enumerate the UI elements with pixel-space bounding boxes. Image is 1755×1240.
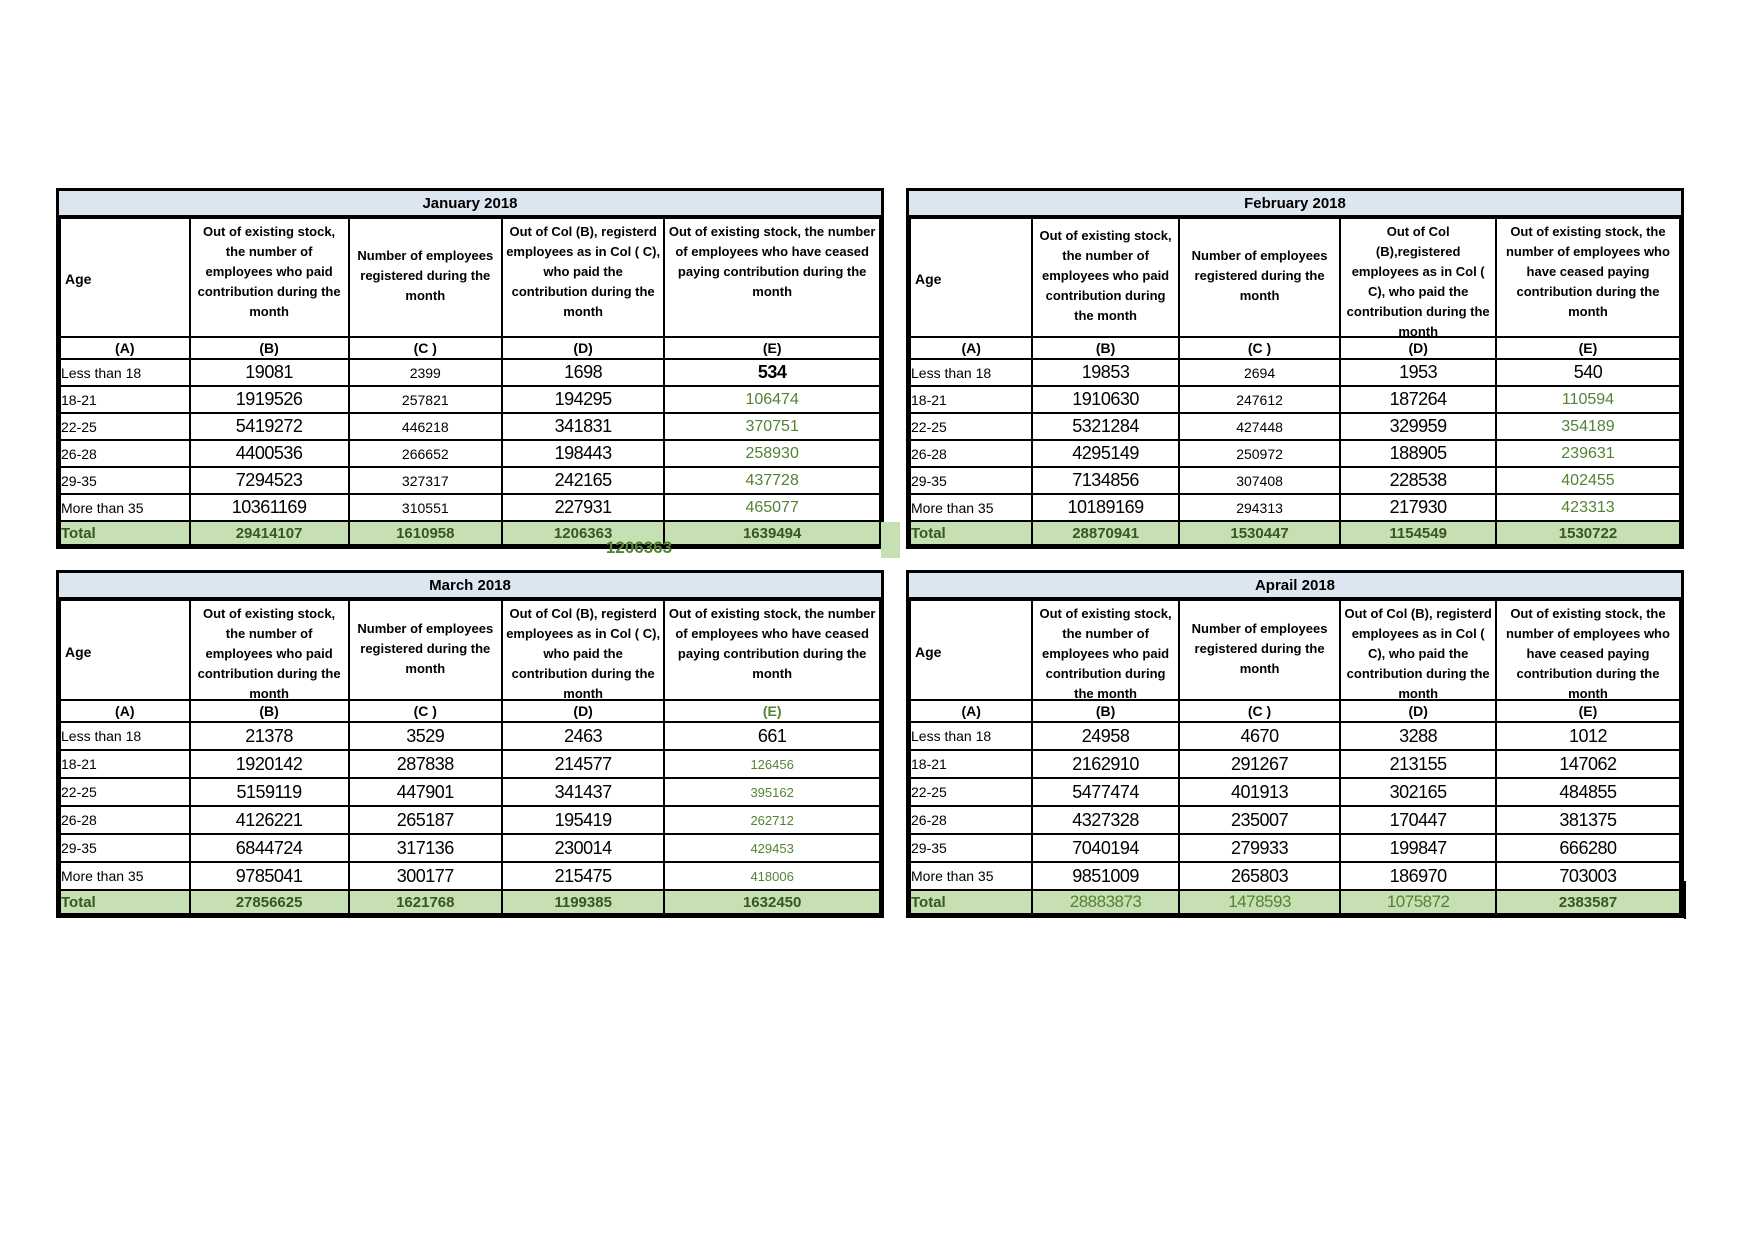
column-header-text: Age: [65, 271, 92, 287]
table-row: [910, 359, 1680, 386]
table-row: [60, 413, 880, 440]
row-label-cell: 29-35: [910, 834, 1032, 862]
cell-e: 395162: [664, 778, 880, 806]
column-header-e: [664, 600, 880, 700]
cell-e: 106474: [664, 386, 880, 413]
row-label-cell: 22-25: [910, 413, 1032, 440]
table-title: January 2018: [59, 191, 881, 217]
column-header-e: [1496, 218, 1680, 337]
row-label-cell: Less than 18: [60, 359, 190, 386]
cell-c: 447901: [349, 778, 502, 806]
cell-b: 2162910: [1032, 750, 1178, 778]
col-letter-b: (B): [1032, 700, 1178, 722]
cell-d: 302165: [1340, 778, 1496, 806]
column-header-text: Out of existing stock, the number of employees who have ceased paying contribution during the month: [668, 224, 876, 299]
column-header-d: [502, 600, 664, 700]
cell-e: 423313: [1496, 494, 1680, 521]
col-letter-b: (B): [1032, 337, 1178, 359]
column-letter-row: [910, 700, 1680, 722]
col-letter-c: (C ): [1179, 337, 1341, 359]
cell-b: 10189169: [1032, 494, 1178, 521]
table-title: Aprail 2018: [909, 573, 1681, 599]
cell-c: 291267: [1179, 750, 1341, 778]
column-header-c: [1179, 218, 1341, 337]
cell-c: 294313: [1179, 494, 1341, 521]
clipped-number-text: 1206363: [605, 538, 673, 557]
row-label-cell: Less than 18: [60, 722, 190, 750]
column-header-b: [190, 218, 349, 337]
cell-d: 214577: [502, 750, 664, 778]
column-header-d: [1340, 600, 1496, 700]
cell-d: 188905: [1340, 440, 1496, 467]
cell-d: 187264: [1340, 386, 1496, 413]
data-table: [59, 217, 881, 546]
cell-c: 2399: [349, 359, 502, 386]
total-cell-d: 1154549: [1340, 521, 1496, 545]
cell-c: 307408: [1179, 467, 1341, 494]
total-row: [60, 890, 880, 914]
column-header-d: [1340, 218, 1496, 337]
cell-e: 429453: [664, 834, 880, 862]
column-header-age: [910, 218, 1032, 337]
cell-b: 4400536: [190, 440, 349, 467]
cell-c: 2694: [1179, 359, 1341, 386]
cell-d: 213155: [1340, 750, 1496, 778]
column-header-e: [664, 218, 880, 337]
total-cell-d: 1199385: [502, 890, 664, 914]
cell-c: 287838: [349, 750, 502, 778]
cell-c: 327317: [349, 467, 502, 494]
cell-c: 3529: [349, 722, 502, 750]
cell-b: 1910630: [1032, 386, 1178, 413]
column-header-text: Out of existing stock, the number of employees who paid contribution during the month: [197, 224, 341, 319]
cell-d: 228538: [1340, 467, 1496, 494]
table-row: [910, 386, 1680, 413]
cell-b: 7294523: [190, 467, 349, 494]
cell-d: 3288: [1340, 722, 1496, 750]
column-header-age: [910, 600, 1032, 700]
cell-b: 10361169: [190, 494, 349, 521]
table-april: [906, 570, 1684, 918]
cell-b: 4295149: [1032, 440, 1178, 467]
cell-b: 6844724: [190, 834, 349, 862]
cell-e: 703003: [1496, 862, 1680, 890]
row-label-cell: Less than 18: [910, 722, 1032, 750]
row-label-cell: 26-28: [910, 440, 1032, 467]
col-letter-e: (E): [664, 700, 880, 722]
col-letter-d: (D): [1340, 700, 1496, 722]
column-header-c: [1179, 600, 1341, 700]
cell-c: 427448: [1179, 413, 1341, 440]
row-label-cell: 22-25: [60, 778, 190, 806]
cell-c: 257821: [349, 386, 502, 413]
cell-d: 217930: [1340, 494, 1496, 521]
cell-b: 5419272: [190, 413, 349, 440]
total-label-cell: Total: [60, 521, 190, 545]
table-row: [910, 750, 1680, 778]
cell-e: 147062: [1496, 750, 1680, 778]
col-letter-c: (C ): [349, 337, 502, 359]
cell-c: 266652: [349, 440, 502, 467]
cell-e: 484855: [1496, 778, 1680, 806]
data-table: [909, 217, 1681, 546]
col-letter-a: (A): [60, 337, 190, 359]
cell-b: 19081: [190, 359, 349, 386]
cell-d: 2463: [502, 722, 664, 750]
cell-c: 310551: [349, 494, 502, 521]
cell-b: 4327328: [1032, 806, 1178, 834]
row-label-cell: 22-25: [60, 413, 190, 440]
column-header-text: Number of employees registered during the month: [1191, 620, 1328, 676]
cell-e: 666280: [1496, 834, 1680, 862]
cell-c: 250972: [1179, 440, 1341, 467]
cell-d: 329959: [1340, 413, 1496, 440]
cell-e: 534: [664, 359, 880, 386]
column-header-d: [502, 218, 664, 337]
column-header-text: Out of existing stock, the number of employees who have ceased paying contribution during the month: [1505, 606, 1670, 701]
column-header-text: Out of existing stock, the number of employees who paid contribution during the month: [197, 606, 341, 701]
total-cell-e: 1639494: [664, 521, 880, 545]
cell-b: 5477474: [1032, 778, 1178, 806]
column-header-c: [349, 600, 502, 700]
row-label-cell: 18-21: [60, 386, 190, 413]
column-header-text: Out of existing stock, the number of employees who paid contribution during the month: [1039, 228, 1172, 323]
cell-b: 1920142: [190, 750, 349, 778]
cell-c: 265187: [349, 806, 502, 834]
cell-c: 317136: [349, 834, 502, 862]
table-january: [56, 188, 884, 557]
table-row: [60, 359, 880, 386]
cell-d: 341437: [502, 778, 664, 806]
total-cell-d: 1206363: [502, 521, 664, 545]
header-row: [910, 600, 1680, 700]
column-letter-row: [910, 337, 1680, 359]
table-title: March 2018: [59, 573, 881, 599]
column-header-text: Out of Col (B), registerd employees as in Col ( C), who paid the contribution during the month: [1344, 606, 1492, 701]
col-letter-a: (A): [910, 700, 1032, 722]
col-letter-e: (E): [1496, 337, 1680, 359]
cell-d: 341831: [502, 413, 664, 440]
col-letter-d: (D): [1340, 337, 1496, 359]
col-letter-c: (C ): [1179, 700, 1341, 722]
row-label-cell: 18-21: [910, 386, 1032, 413]
data-table: [59, 599, 881, 915]
row-label-cell: 18-21: [60, 750, 190, 778]
row-label-cell: 26-28: [60, 806, 190, 834]
cell-e: 126456: [664, 750, 880, 778]
cell-c: 247612: [1179, 386, 1341, 413]
cell-c: 4670: [1179, 722, 1341, 750]
total-cell-b: 29414107: [190, 521, 349, 545]
cell-c: 279933: [1179, 834, 1341, 862]
cell-d: 195419: [502, 806, 664, 834]
data-table: [909, 599, 1681, 915]
row-label-cell: More than 35: [910, 862, 1032, 890]
total-cell-e: 2383587: [1496, 890, 1680, 914]
cell-e: 661: [664, 722, 880, 750]
row-label-cell: Less than 18: [910, 359, 1032, 386]
total-cell-c: 1610958: [349, 521, 502, 545]
cell-d: 1698: [502, 359, 664, 386]
total-cell-b: 27856625: [190, 890, 349, 914]
cell-d: 230014: [502, 834, 664, 862]
table-row: [910, 862, 1680, 890]
total-cell-c: 1621768: [349, 890, 502, 914]
total-row: [910, 521, 1680, 545]
total-label-cell: Total: [910, 521, 1032, 545]
header-row: [910, 218, 1680, 337]
column-header-text: Number of employees registered during the month: [357, 248, 494, 303]
column-header-b: [190, 600, 349, 700]
cell-c: 235007: [1179, 806, 1341, 834]
table-row: [910, 467, 1680, 494]
column-header-text: Out of existing stock, the number of employees who have ceased paying contribution during the month: [668, 606, 876, 681]
table-row: [910, 778, 1680, 806]
row-label-cell: 26-28: [910, 806, 1032, 834]
column-header-text: Age: [915, 643, 942, 660]
column-header-text: Out of Col (B), registerd employees as in Col ( C), who paid the contribution during the month: [506, 224, 661, 319]
clipped-number-artifact: [559, 538, 719, 559]
cell-c: 300177: [349, 862, 502, 890]
table-row: [60, 386, 880, 413]
cell-b: 5159119: [190, 778, 349, 806]
cell-d: 194295: [502, 386, 664, 413]
cell-b: 5321284: [1032, 413, 1178, 440]
row-label-cell: 29-35: [910, 467, 1032, 494]
total-label-cell: Total: [910, 890, 1032, 914]
table-march: [56, 570, 884, 918]
cell-d: 227931: [502, 494, 664, 521]
header-row: [60, 218, 880, 337]
cell-d: 186970: [1340, 862, 1496, 890]
cell-d: 1953: [1340, 359, 1496, 386]
column-header-text: Age: [65, 643, 92, 660]
row-label-cell: More than 35: [60, 862, 190, 890]
total-row: [910, 890, 1680, 914]
header-row: [60, 600, 880, 700]
border-artifact-line: [1684, 881, 1686, 919]
cell-e: 239631: [1496, 440, 1680, 467]
column-header-text: Number of employees registered during the month: [1191, 248, 1328, 303]
total-cell-e: 1632450: [664, 890, 880, 914]
cell-b: 9851009: [1032, 862, 1178, 890]
cell-b: 7134856: [1032, 467, 1178, 494]
table-body: [910, 722, 1680, 914]
cell-b: 21378: [190, 722, 349, 750]
total-cell-c: 1478593: [1179, 890, 1341, 914]
green-spill-artifact: [881, 522, 900, 558]
table-title: February 2018: [909, 191, 1681, 217]
table-row: [910, 806, 1680, 834]
column-header-text: Out of existing stock, the number of employees who paid contribution during the month: [1039, 606, 1172, 701]
total-cell-b: 28883873: [1032, 890, 1178, 914]
col-letter-d: (D): [502, 700, 664, 722]
cell-b: 9785041: [190, 862, 349, 890]
row-label-cell: 18-21: [910, 750, 1032, 778]
cell-e: 418006: [664, 862, 880, 890]
col-letter-b: (B): [190, 700, 349, 722]
column-letter-row: [60, 337, 880, 359]
total-cell-b: 28870941: [1032, 521, 1178, 545]
cell-d: 170447: [1340, 806, 1496, 834]
table-row: [60, 467, 880, 494]
cell-e: 370751: [664, 413, 880, 440]
column-header-e: [1496, 600, 1680, 700]
col-letter-d: (D): [502, 337, 664, 359]
table-body: [60, 359, 880, 545]
cell-e: 540: [1496, 359, 1680, 386]
column-header-text: Out of Col (B),registered employees as in Col ( C), who paid the contribution during the month: [1346, 224, 1490, 339]
total-cell-e: 1530722: [1496, 521, 1680, 545]
table-row: [910, 413, 1680, 440]
table-row: [60, 440, 880, 467]
row-label-cell: 26-28: [60, 440, 190, 467]
total-label-cell: Total: [60, 890, 190, 914]
cell-b: 7040194: [1032, 834, 1178, 862]
cell-e: 402455: [1496, 467, 1680, 494]
table-row: [60, 834, 880, 862]
table-row: [60, 806, 880, 834]
table-row: [910, 494, 1680, 521]
column-header-text: Out of existing stock, the number of employees who have ceased paying contribution during the month: [1505, 224, 1670, 319]
table-row: [910, 440, 1680, 467]
cell-e: 354189: [1496, 413, 1680, 440]
column-header-b: [1032, 600, 1178, 700]
total-cell-c: 1530447: [1179, 521, 1341, 545]
cell-e: 1012: [1496, 722, 1680, 750]
table-body: [910, 359, 1680, 545]
cell-d: 215475: [502, 862, 664, 890]
cell-b: 4126221: [190, 806, 349, 834]
col-letter-c: (C ): [349, 700, 502, 722]
col-letter-b: (B): [190, 337, 349, 359]
col-letter-a: (A): [910, 337, 1032, 359]
cell-c: 265803: [1179, 862, 1341, 890]
table-row: [910, 722, 1680, 750]
table-row: [910, 834, 1680, 862]
table-february: [906, 188, 1684, 549]
cell-e: 110594: [1496, 386, 1680, 413]
cell-b: 1919526: [190, 386, 349, 413]
col-letter-e: (E): [664, 337, 880, 359]
column-header-age: [60, 218, 190, 337]
cell-e: 381375: [1496, 806, 1680, 834]
column-header-text: Age: [915, 271, 942, 287]
column-header-age: [60, 600, 190, 700]
cell-b: 19853: [1032, 359, 1178, 386]
column-header-c: [349, 218, 502, 337]
cell-e: 258930: [664, 440, 880, 467]
cell-c: 446218: [349, 413, 502, 440]
column-header-text: Number of employees registered during the month: [357, 620, 494, 676]
table-row: [60, 722, 880, 750]
cell-c: 401913: [1179, 778, 1341, 806]
table-row: [60, 750, 880, 778]
table-row: [60, 862, 880, 890]
column-header-text: Out of Col (B), registerd employees as in Col ( C), who paid the contribution during the month: [506, 606, 661, 701]
cell-d: 199847: [1340, 834, 1496, 862]
total-row: [60, 521, 880, 545]
total-cell-d: 1075872: [1340, 890, 1496, 914]
cell-e: 437728: [664, 467, 880, 494]
col-letter-a: (A): [60, 700, 190, 722]
cell-d: 198443: [502, 440, 664, 467]
row-label-cell: 22-25: [910, 778, 1032, 806]
table-row: [60, 778, 880, 806]
row-label-cell: 29-35: [60, 467, 190, 494]
column-header-b: [1032, 218, 1178, 337]
col-letter-e: (E): [1496, 700, 1680, 722]
cell-e: 465077: [664, 494, 880, 521]
cell-b: 24958: [1032, 722, 1178, 750]
row-label-cell: More than 35: [910, 494, 1032, 521]
cell-e: 262712: [664, 806, 880, 834]
table-body: [60, 722, 880, 914]
table-row: [60, 494, 880, 521]
column-letter-row: [60, 700, 880, 722]
row-label-cell: 29-35: [60, 834, 190, 862]
cell-d: 242165: [502, 467, 664, 494]
row-label-cell: More than 35: [60, 494, 190, 521]
